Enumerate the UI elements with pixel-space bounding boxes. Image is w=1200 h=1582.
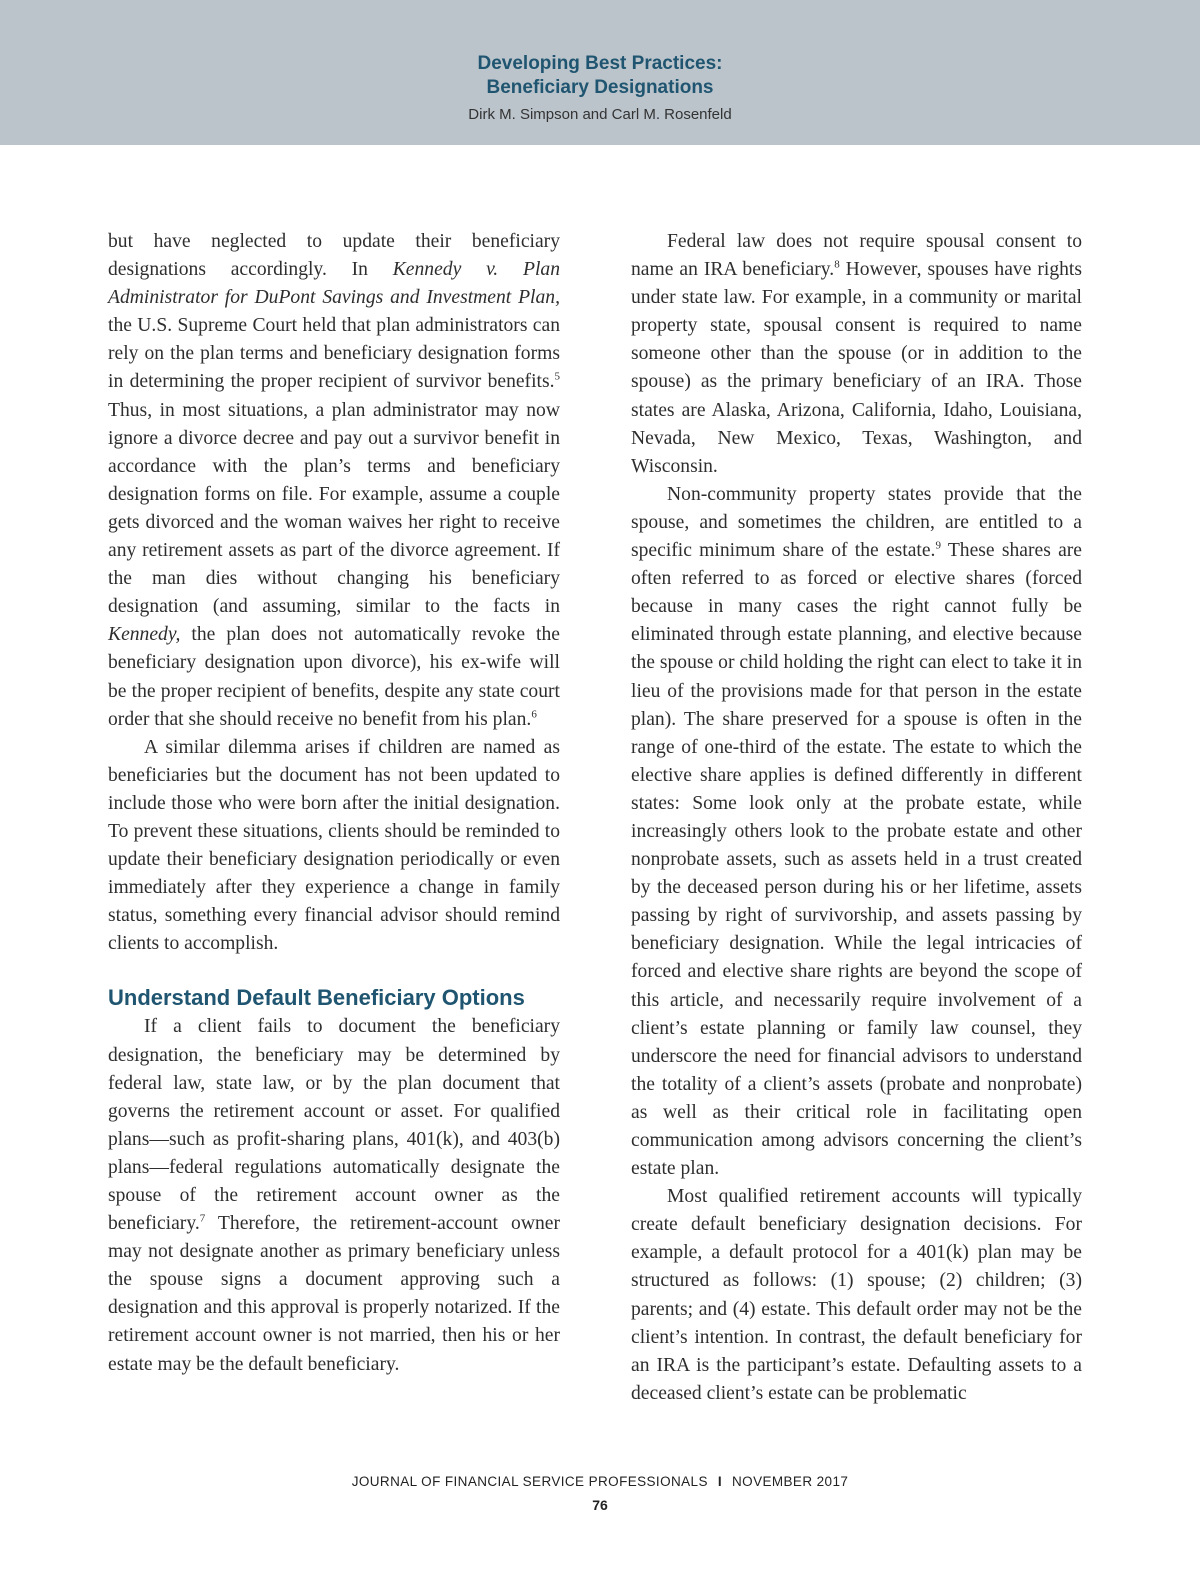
right-paragraph-1: Federal law does not require spousal consent to name an IRA beneficiary.$^8$ However, spouses have rights under state law. For example, in a community or marital property state, spousal consent is required to name someone other than the spouse (or in addition to the spouse) as the primary beneficiary of an IRA. Those states are Alaska, Arizona, California, Idaho, Louisiana, Nevada, New Mexico, Texas, Washington, and Wisconsin. — [631, 231, 1082, 477]
right-paragraph-2: Non-community property states provide that the spouse, and sometimes the children, are entitled to a specific minimum share of the estate.$^9$ These shares are often referred to as forced or elective shares (forced because in many cases the right cannot fully be eliminated through estate planning, and elective because the spouse or child holding the right can elect to take it in lieu of the provisions made for that person in the estate plan). The share preserved for a spouse is often in the range of one-third of the estate. The estate to which the elective share applies is defined differently in different states: Some look only at the probate estate, while increasingly others look to the probate estate and other nonprobate assets, such as assets held in a trust created by the deceased person during his or her lifetime, assets passing by right of survivorship, and assets passing by beneficiary designation. While the legal intricacies of forced and elective share rights are beyond the scope of this article, and necessarily require involvement of a client’s estate planning or family law counsel, they underscore the need for financial advisors to understand the totality of a client’s assets (probate and nonprobate) as well as their critical role in facilitating open communication among advisors concerning the client’s estate plan. — [631, 483, 1082, 1180]
case-citation: Kennedy v. Plan Administrator for DuPont Savings and Investment Plan, — [108, 259, 560, 309]
footnote-ref: 9 — [935, 539, 941, 552]
case-citation: Kennedy, — [108, 624, 181, 646]
right-column — [631, 228, 1082, 1408]
footnote-ref: 5 — [554, 370, 560, 383]
right-paragraph-3: Most qualified retirement accounts will typically create default beneficiary designation decisions. For example, a default protocol for a 401(k) plan may be structured as follows: (1) spouse; (2) children; (3) parents; and (4) estate. This default order may not be the client’s intention. In contrast, the default beneficiary for an IRA is the participant’s estate. Defaulting assets to a deceased client’s estate can be problematic — [631, 1186, 1082, 1404]
article-authors: Dirk M. Simpson and Carl M. Rosenfeld — [468, 106, 732, 123]
left-paragraph-2: A similar dilemma arises if children are named as beneficiaries but the document has not been updated to include those who were born after the initial designation. To prevent these situations, clients should be reminded to update their beneficiary designation periodically or even immediately after they experience a change in family status, something every financial advisor should remind clients to accomplish. — [108, 736, 560, 955]
page-header — [0, 0, 1200, 145]
left-paragraph-3: If a client fails to document the beneficiary designation, the beneficiary may be determined by federal law, state law, or by the plan document that governs the retirement account or asset. For qualified plans—such as profit-sharing plans, 401(k), and 403(b) plans—federal regulations automatically designate the spouse of the retirement account owner as the beneficiary.$^7$ Therefore, the retirement-account owner may not designate another as primary beneficiary unless the spouse signs a document approving such a designation and this approval is properly notarized. If the retirement account owner is not married, then his or her estate may be the default beneficiary. — [108, 1016, 560, 1375]
issue-date: NOVEMBER 2017 — [732, 1474, 849, 1489]
article-title-line-2: Beneficiary Designations — [486, 77, 714, 98]
section-heading: Understand Default Beneficiary Options — [108, 985, 525, 1011]
left-column — [108, 228, 560, 1379]
left-paragraph-1: but have neglected to update their beneficiary designations accordingly. In Kennedy v. Plan Administrator for DuPont Savings and Investment Plan, the U.S. Supreme Court held that plan administrators can rely on the plan terms and beneficiary designation forms in determining the proper recipient of survivor benefits.$^5$ Thus, in most situations, a plan administrator may now ignore a divorce decree and pay out a survivor benefit in accordance with the plan’s terms and beneficiary designation forms on file. For example, assume a couple gets divorced and the woman waives her right to receive any retirement assets as part of the divorce agreement. If the man dies without changing his beneficiary designation (and assuming, similar to the facts in Kennedy, the plan does not automatically revoke the beneficiary designation upon divorce), his ex-wife will be the proper recipient of benefits, despite any state court order that she should receive no benefit from his plan.$^6$ — [108, 231, 560, 730]
journal-name: JOURNAL OF FINANCIAL SERVICE PROFESSIONALS — [351, 1474, 708, 1489]
page-number: 76 — [592, 1497, 608, 1513]
footer-separator: I — [717, 1474, 723, 1489]
footnote-ref: 7 — [199, 1212, 206, 1225]
footnote-ref: 8 — [834, 258, 840, 271]
article-title-line-1: Developing Best Practices: — [477, 53, 723, 74]
page-footer — [0, 1474, 1200, 1513]
footnote-ref: 6 — [531, 708, 537, 721]
